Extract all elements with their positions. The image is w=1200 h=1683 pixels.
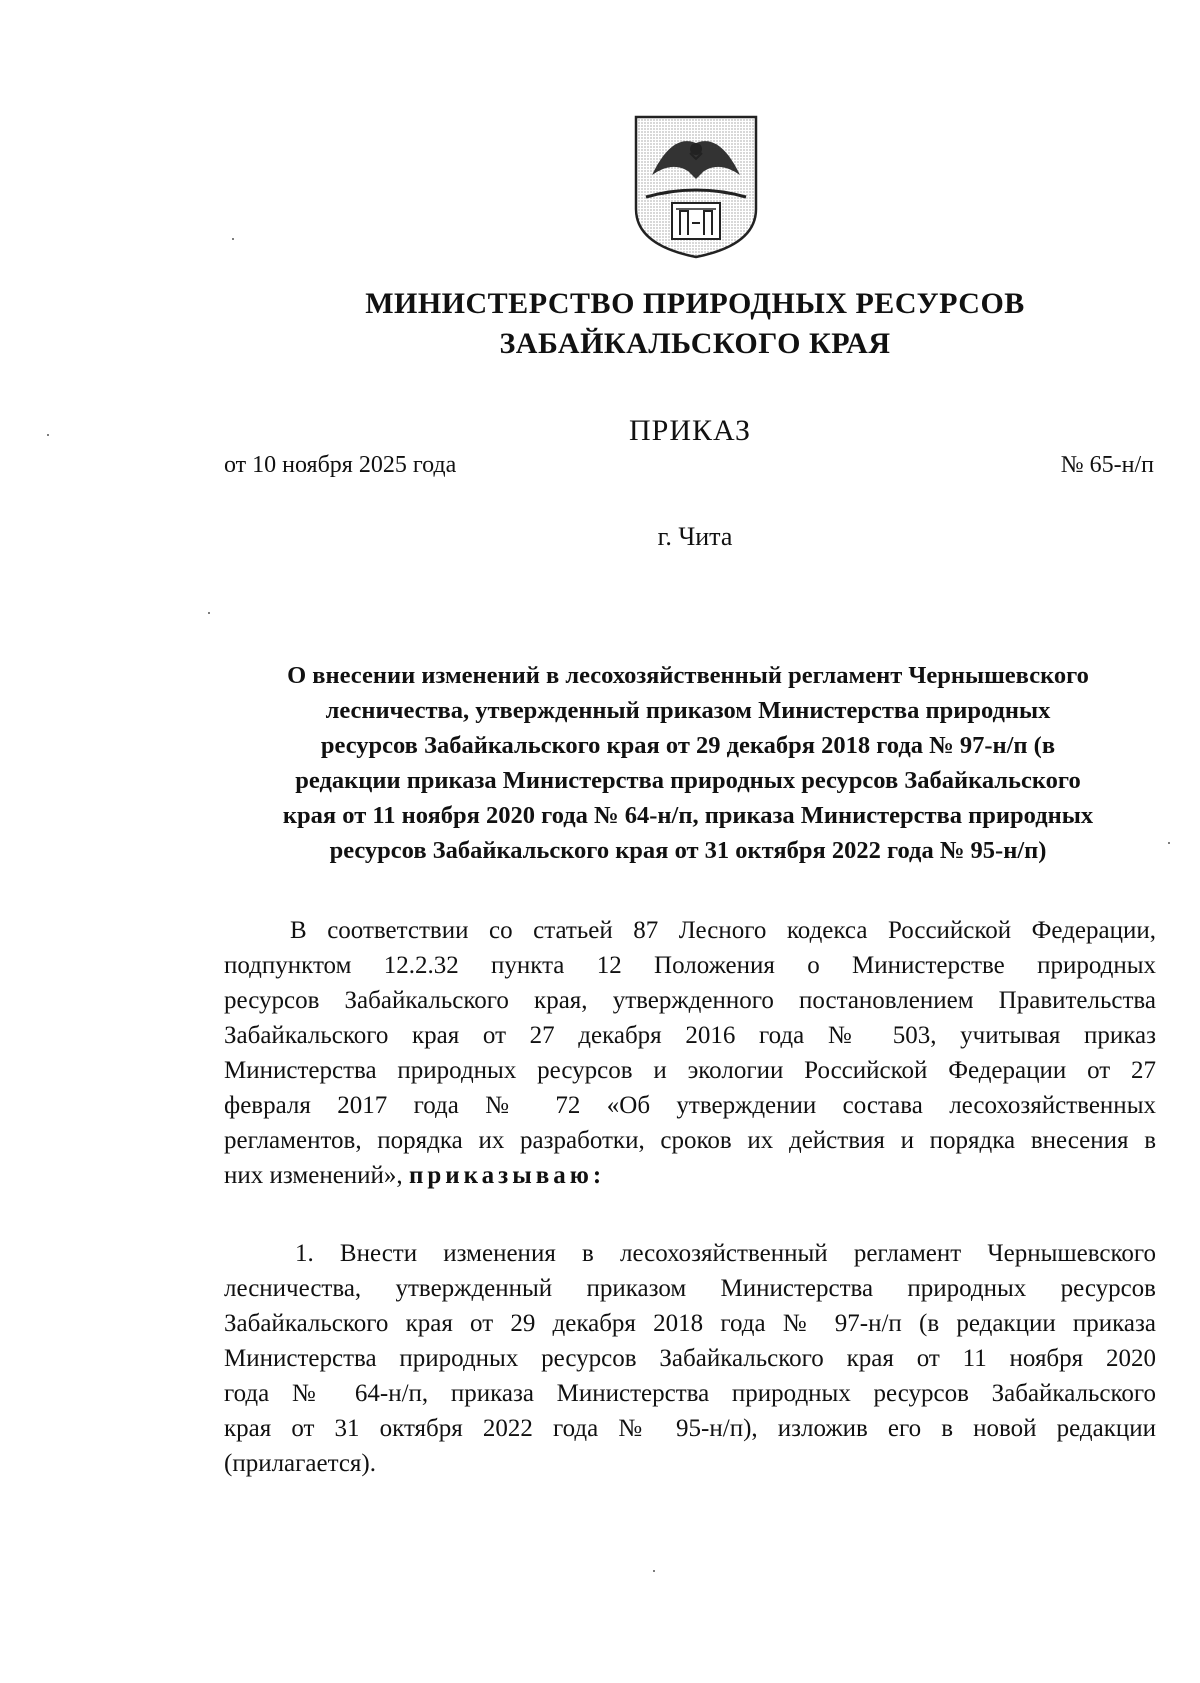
preamble-last-line [224, 1162, 1156, 1190]
scan-speck [653, 1570, 655, 1572]
document-number: № 65-н/п [1060, 452, 1154, 478]
item1-line: Забайкальского края от 29 декабря 2018 года № 97-н/п (в редакции приказа [224, 1310, 1156, 1337]
scan-speck [232, 238, 234, 240]
preamble-line: регламентов, порядка их разработки, сроков их действия и порядка внесения в [224, 1127, 1156, 1154]
ministry-name-line1: МИНИСТЕРСТВО ПРИРОДНЫХ РЕСУРСОВ [365, 287, 1025, 320]
coat-of-arms-emblem [632, 113, 760, 261]
item1-line: края от 31 октября 2022 года № 95-н/п), изложив его в новой редакции [224, 1415, 1156, 1442]
title-line: ресурсов Забайкальского края от 31 октября 2022 года № 95-н/п) [329, 837, 1047, 864]
title-line: края от 11 ноября 2020 года № 64-н/п, приказа Министерства природных [282, 802, 1094, 829]
ministry-name-line2: ЗАБАЙКАЛЬСКОГО КРАЯ [499, 327, 891, 360]
document-city: г. Чита [657, 522, 733, 551]
item1-line: лесничества, утвержденный приказом Министерства природных ресурсов [224, 1275, 1156, 1302]
preamble-line-tail: них изменений», [224, 1162, 403, 1189]
title-line: ресурсов Забайкальского края от 29 декабря 2018 года № 97-н/п (в [320, 732, 1056, 759]
order-word: приказываю: [408, 1162, 606, 1189]
item1-line: Министерства природных ресурсов Забайкальского края от 11 ноября 2020 [224, 1345, 1156, 1372]
scan-speck [47, 434, 49, 436]
document-type: ПРИКАЗ [629, 414, 751, 447]
title-line: лесничества, утвержденный приказом Министерства природных [325, 697, 1051, 724]
scan-speck [208, 612, 210, 614]
item1-line: 1. Внести изменения в лесохозяйственный регламент Чернышевского [295, 1240, 1156, 1267]
item1-line: (прилагается). [224, 1450, 377, 1477]
document-date: от 10 ноября 2025 года [224, 452, 457, 478]
preamble-line: февраля 2017 года № 72 «Об утверждении состава лесохозяйственных [224, 1092, 1156, 1119]
preamble-line: ресурсов Забайкальского края, утвержденного постановлением Правительства [224, 987, 1156, 1014]
preamble-line: Министерства природных ресурсов и экологии Российской Федерации от 27 [224, 1057, 1156, 1084]
title-line: редакции приказа Министерства природных ресурсов Забайкальского [295, 767, 1081, 794]
preamble-line: Забайкальского края от 27 декабря 2016 года № 503, учитывая приказ [224, 1022, 1156, 1049]
preamble-line: В соответствии со статьей 87 Лесного кодекса Российской Федерации, [290, 917, 1156, 944]
title-line: О внесении изменений в лесохозяйственный регламент Чернышевского [287, 662, 1089, 689]
preamble-line: подпунктом 12.2.32 пункта 12 Положения о Министерстве природных [224, 952, 1156, 979]
scan-speck [1168, 842, 1170, 844]
item1-line: года № 64-н/п, приказа Министерства природных ресурсов Забайкальского [224, 1380, 1156, 1407]
